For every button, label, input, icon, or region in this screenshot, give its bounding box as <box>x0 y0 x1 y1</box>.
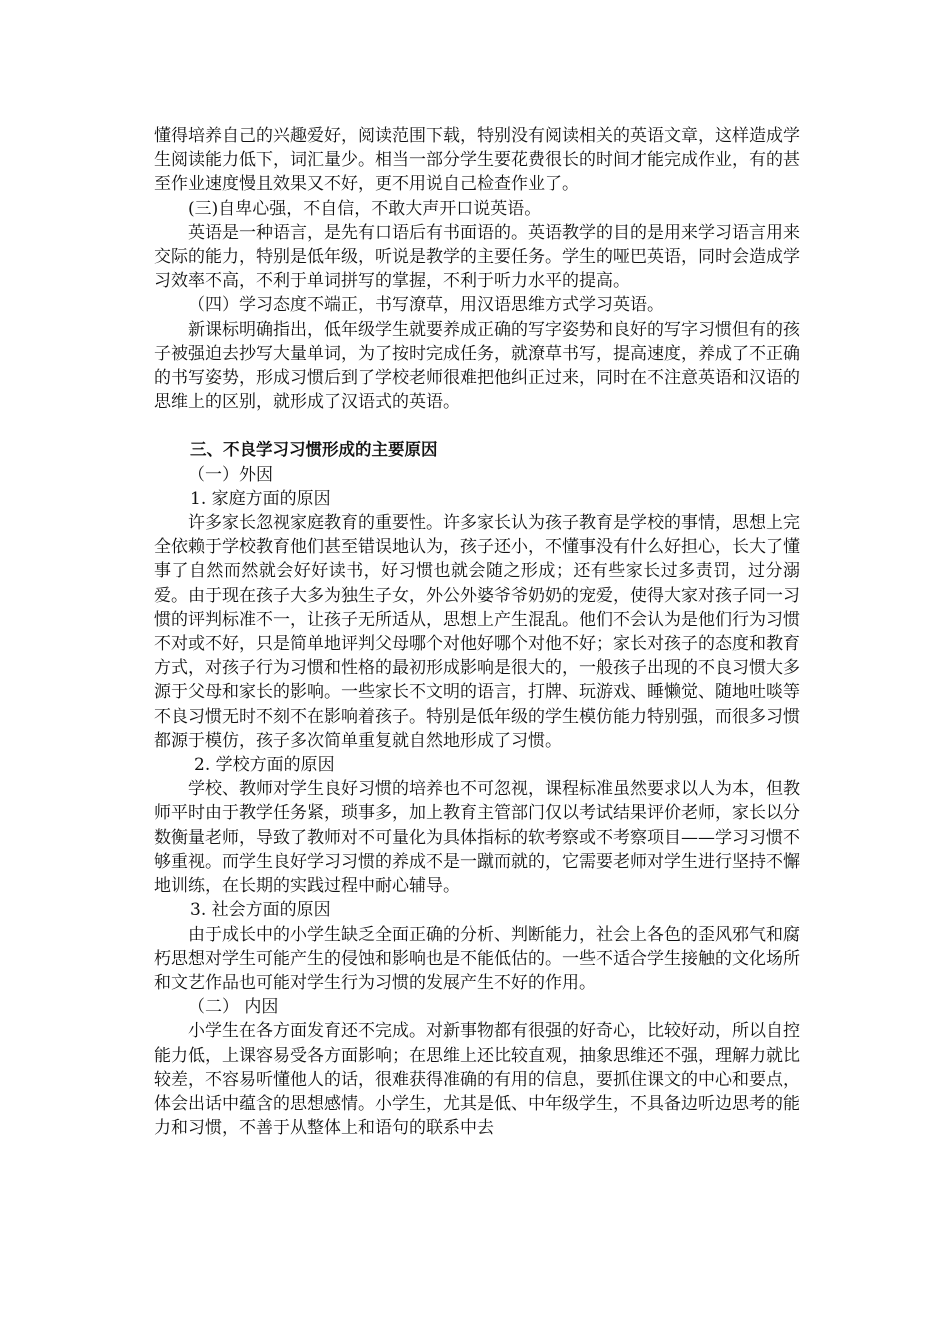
section-title: 三、不良学习习惯形成的主要原因 <box>190 440 438 460</box>
subheading-society: 3. 社会方面的原因 <box>190 900 331 921</box>
subheading-attitude: （四）学习态度不端正，书写潦草，用汉语思维方式学习英语。 <box>188 295 664 316</box>
paragraph-school: 学校、教师对学生良好习惯的培养也不可忽视，课程标准虽然要求以人为本，但教师平时由于教学任务紧，琐事多，加上教育主管部门仅以考试结果评价老师，家长以分数衡量老师，导致了教师对不可量化为具体指标的软考察或不考察项目——学习习惯不够重视。而学生良好学习习惯的养成不是一蹴而就的，它需要老师对学生进行坚持不懈地训练，在长期的实践过程中耐心辅导。 <box>154 779 800 897</box>
paragraph-writing: 新课标明确指出，低年级学生就要养成正确的写字姿势和良好的写字习惯但有的孩子被强迫去抄写大量单词，为了按时完成任务，就潦草书写，提高速度，养成了不正确的书写姿势，形成习惯后到了学校老师很难把他纠正过来，同时在不注意英语和汉语的思维上的区别，就形成了汉语式的英语。 <box>154 319 800 413</box>
document-page <box>154 124 800 1140</box>
spacer <box>154 414 800 438</box>
paragraph-reading: 懂得培养自己的兴趣爱好，阅读范围下载，特别没有阅读相关的英语文章，这样造成学生阅读能力低下，词汇量少。相当一部分学生要花费很长的时间才能完成作业，有的甚至作业速度慢且效果又不好，更不用说自己检查作业了。 <box>154 126 800 195</box>
subheading-family: 1. 家庭方面的原因 <box>190 488 331 509</box>
paragraph-language: 英语是一种语言，是先有口语后有书面语的。英语教学的目的是用来学习语言用来交际的能力，特别是低年级，听说是教学的主要任务。学生的哑巴英语，同时会造成学习效率不高，不利于单词拼写的掌握，不利于听力水平的提高。 <box>154 222 800 292</box>
subheading-internal: （二） 内因 <box>188 997 279 1018</box>
subheading-school: 2. 学校方面的原因 <box>194 755 335 776</box>
paragraph-society: 由于成长中的小学生缺乏全面正确的分析、判断能力，社会上各色的歪风邪气和腐朽思想对学生可能产生的侵蚀和影响也是不能低估的。一些不适合学生接触的文化场所和文艺作品也可能对学生行为习惯的发展产生不好的作用。 <box>154 924 800 993</box>
subheading-external: （一）外因 <box>188 464 273 485</box>
subheading-self-esteem: (三)自卑心强，不自信，不敢大声开口说英语。 <box>188 198 542 219</box>
paragraph-family: 许多家长忽视家庭教育的重要性。许多家长认为孩子教育是学校的事情，思想上完全依赖于学校教育他们甚至错误地认为，孩子还小，不懂事没有什么好担心，长大了懂事了自然而然就会好好读书，好习惯也就会随之形成；还有些家长过多责罚，过分溺爱。由于现在孩子大多为独生子女，外公外婆爷爷奶奶的宠爱，使得大家对孩子同一习惯的评判标准不一，让孩子无所适从，思想上产生混乱。他们不会认为是他们行为习惯不对或不好，只是简单地评判父母哪个对他好哪个对他不好；家长对孩子的态度和教育方式，对孩子行为习惯和性格的最初形成影响是很大的，一般孩子出现的不良习惯大多源于父母和家长的影响。一些家长不文明的语言，打牌、玩游戏、睡懒觉、随地吐啖等不良习惯无时不刻不在影响着孩子。特别是低年级的学生模仿能力特别强，而很多习惯都源于模仿，孩子多次简单重复就自然地形成了习惯。 <box>154 513 800 751</box>
paragraph-internal: 小学生在各方面发育还不完成。对新事物都有很强的好奇心，比较好动，所以自控能力低，上课容易受各方面影响；在思维上还比较直观，抽象思维还不强，理解力就比较差，不容易听懂他人的话，很难获得准确的有用的信息，要抓住课文的中心和要点，体会出话中蕴含的思想感情。小学生，尤其是低、中年级学生，不具备边听边思考的能力和习惯，不善于从整体上和语句的联系中去 <box>154 1021 800 1139</box>
